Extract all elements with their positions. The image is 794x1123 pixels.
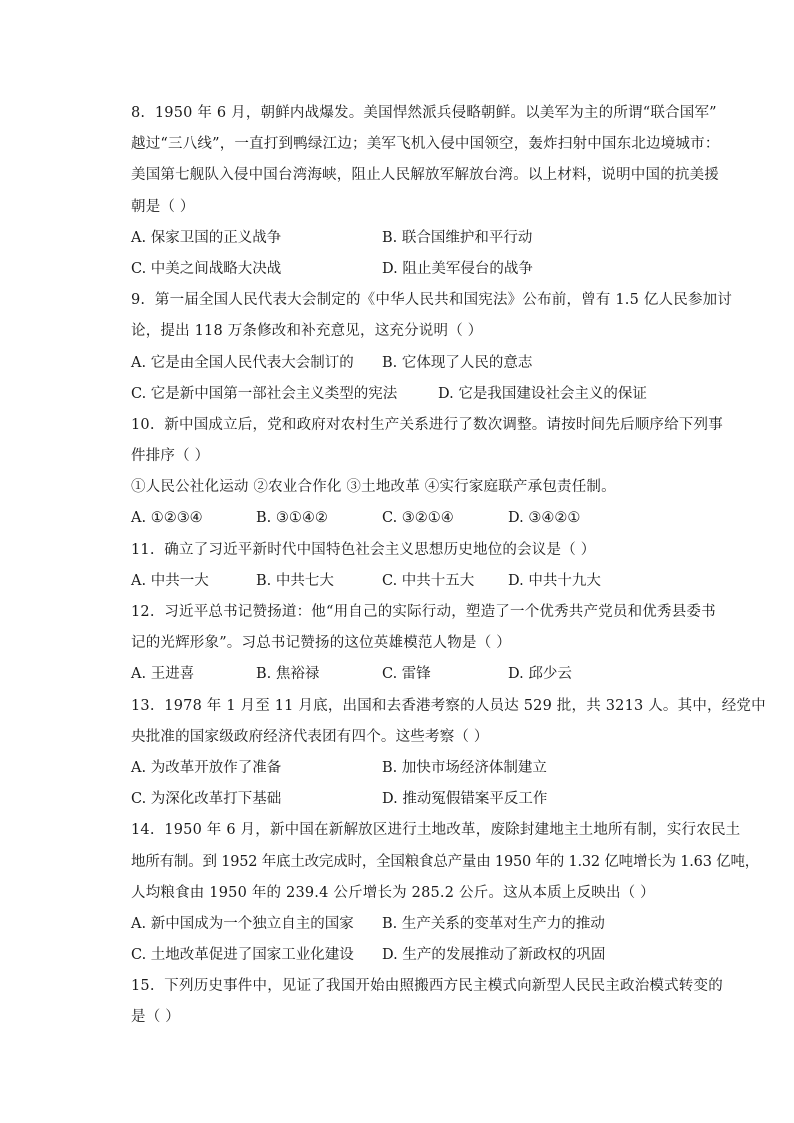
question-stem-line: 14. 1950 年 6 月，新中国在新解放区进行土地改革，废除封建地主土地所有制，实行农民土 — [131, 822, 741, 839]
option-a: A. 它是由全国人民代表大会制订的 — [131, 354, 354, 371]
question-stem-line: 11. 确立了习近平新时代中国特色社会主义思想历史地位的会议是（ ） — [131, 541, 596, 558]
options-row — [131, 753, 698, 784]
question-stem-line: 地所有制。到 1952 年底土改完成时，全国粮食总产量由 1950 年的 1.32 亿吨增长为 1.63 亿吨， — [131, 853, 760, 870]
question-number: 8. — [131, 105, 146, 121]
question-11 — [131, 535, 698, 597]
question-stem-line: 越过“三八线”，一直打到鸭绿江边；美军飞机入侵中国领空，轰炸扫射中国东北边境城市： — [131, 136, 720, 153]
question-stem-line: 9. 第一届全国人民代表大会制定的《中华人民共和国宪法》公布前，曾有 1.5 亿人民参加讨 — [131, 292, 733, 309]
option-c: C. 它是新中国第一部社会主义类型的宪法 — [131, 385, 398, 402]
question-14 — [131, 815, 760, 971]
question-number: 13. — [131, 697, 155, 714]
question-stem-line: 记的光辉形象”。习总书记赞扬的这位英雄模范人物是（ ） — [131, 635, 511, 652]
question-stem-line: 13. 1978 年 1 月至 11 月底，出国和去香港考察的人员达 529 批，共 3213 人。其中，经党中 — [131, 697, 766, 714]
option-c: C. 为深化改革打下基础 — [131, 791, 282, 808]
question-number: 12. — [131, 604, 155, 620]
option-d: D. ③④②① — [508, 510, 581, 527]
question-13 — [131, 691, 766, 816]
option-d: D. 它是我国建设社会主义的保证 — [438, 385, 647, 402]
question-number: 15. — [131, 978, 155, 995]
options-row — [131, 909, 698, 940]
question-stem-line: 论，提出 118 万条修改和补充意见，这充分说明（ ） — [131, 323, 483, 340]
option-a: A. ①②③④ — [131, 510, 203, 527]
option-d: D. 生产的发展推动了新政权的巩固 — [382, 947, 606, 964]
question-number: 10. — [131, 416, 155, 433]
option-b: B. 联合国维护和平行动 — [382, 229, 533, 246]
question-stem-line: 人均粮食由 1950 年的 239.4 公斤增长为 285.2 公斤。这从本质上反映出（ ） — [131, 884, 655, 901]
option-a: A. 王进喜 — [131, 666, 195, 683]
question-stem-line: 12. 习近平总书记赞扬道：他“用自己的实际行动，塑造了一个优秀共产党员和优秀县委书 — [131, 604, 716, 620]
option-b: B. 加快市场经济体制建立 — [382, 759, 547, 776]
question-stem-line: 8. 1950 年 6 月，朝鲜内战爆发。美国悍然派兵侵略朝鲜。以美军为主的所谓“联合国军” — [131, 105, 717, 121]
options-row — [131, 348, 698, 379]
option-d: D. 阻止美军侵台的战争 — [382, 260, 533, 277]
option-c: C. 土地改革促进了国家工业化建设 — [131, 947, 354, 964]
question-stem-line: 件排序（ ） — [131, 448, 210, 465]
option-d: D. 邱少云 — [508, 666, 572, 683]
option-c: C. ③②①④ — [382, 510, 454, 527]
question-12 — [131, 597, 716, 691]
option-a: A. 为改革开放作了准备 — [131, 759, 282, 776]
options-row — [131, 784, 698, 815]
options-row — [131, 379, 698, 410]
question-number: 11. — [131, 541, 155, 558]
question-9 — [131, 285, 733, 410]
question-number: 9. — [131, 292, 146, 309]
option-c: C. 雷锋 — [382, 666, 431, 683]
question-stem-line: 10. 新中国成立后，党和政府对农村生产关系进行了数次调整。请按时间先后顺序给下列事 — [131, 416, 723, 433]
question-10 — [131, 410, 723, 535]
question-15 — [131, 971, 723, 1033]
options-row — [131, 254, 698, 285]
option-a: A. 保家卫国的正义战争 — [131, 229, 282, 246]
option-b: B. 焦裕禄 — [256, 666, 320, 683]
question-stem-line: 朝是（ ） — [131, 198, 195, 215]
options-row — [131, 940, 698, 971]
option-c: C. 中美之间战略大决战 — [131, 260, 282, 277]
option-b: B. 生产关系的变革对生产力的推动 — [382, 915, 605, 932]
question-event-list: ①人民公社化运动 ②农业合作化 ③土地改革 ④实行家庭联产承包责任制。 — [131, 479, 616, 496]
option-c: C. 中共十五大 — [382, 572, 475, 589]
options-row — [131, 503, 698, 534]
option-d: D. 推动冤假错案平反工作 — [382, 791, 548, 808]
question-stem-line: 是（ ） — [131, 1009, 180, 1026]
options-row — [131, 223, 698, 254]
question-8 — [131, 98, 720, 285]
option-d: D. 中共十九大 — [508, 572, 601, 589]
options-row — [131, 566, 698, 597]
question-number: 14. — [131, 822, 155, 839]
question-stem-line: 15. 下列历史事件中，见证了我国开始由照搬西方民主模式向新型人民民主政治模式转变的 — [131, 978, 723, 995]
option-a: A. 中共一大 — [131, 572, 209, 589]
option-b: B. ③①④② — [256, 510, 328, 527]
question-stem-line: 美国第七舰队入侵中国台湾海峡，阻止人民解放军解放台湾。以上材料，说明中国的抗美援 — [131, 167, 719, 184]
options-row — [131, 659, 698, 690]
option-b: B. 中共七大 — [256, 572, 334, 589]
option-a: A. 新中国成为一个独立自主的国家 — [131, 915, 354, 932]
question-stem-line: 央批准的国家级政府经济代表团有四个。这些考察（ ） — [131, 728, 489, 745]
option-b: B. 它体现了人民的意志 — [382, 354, 533, 371]
